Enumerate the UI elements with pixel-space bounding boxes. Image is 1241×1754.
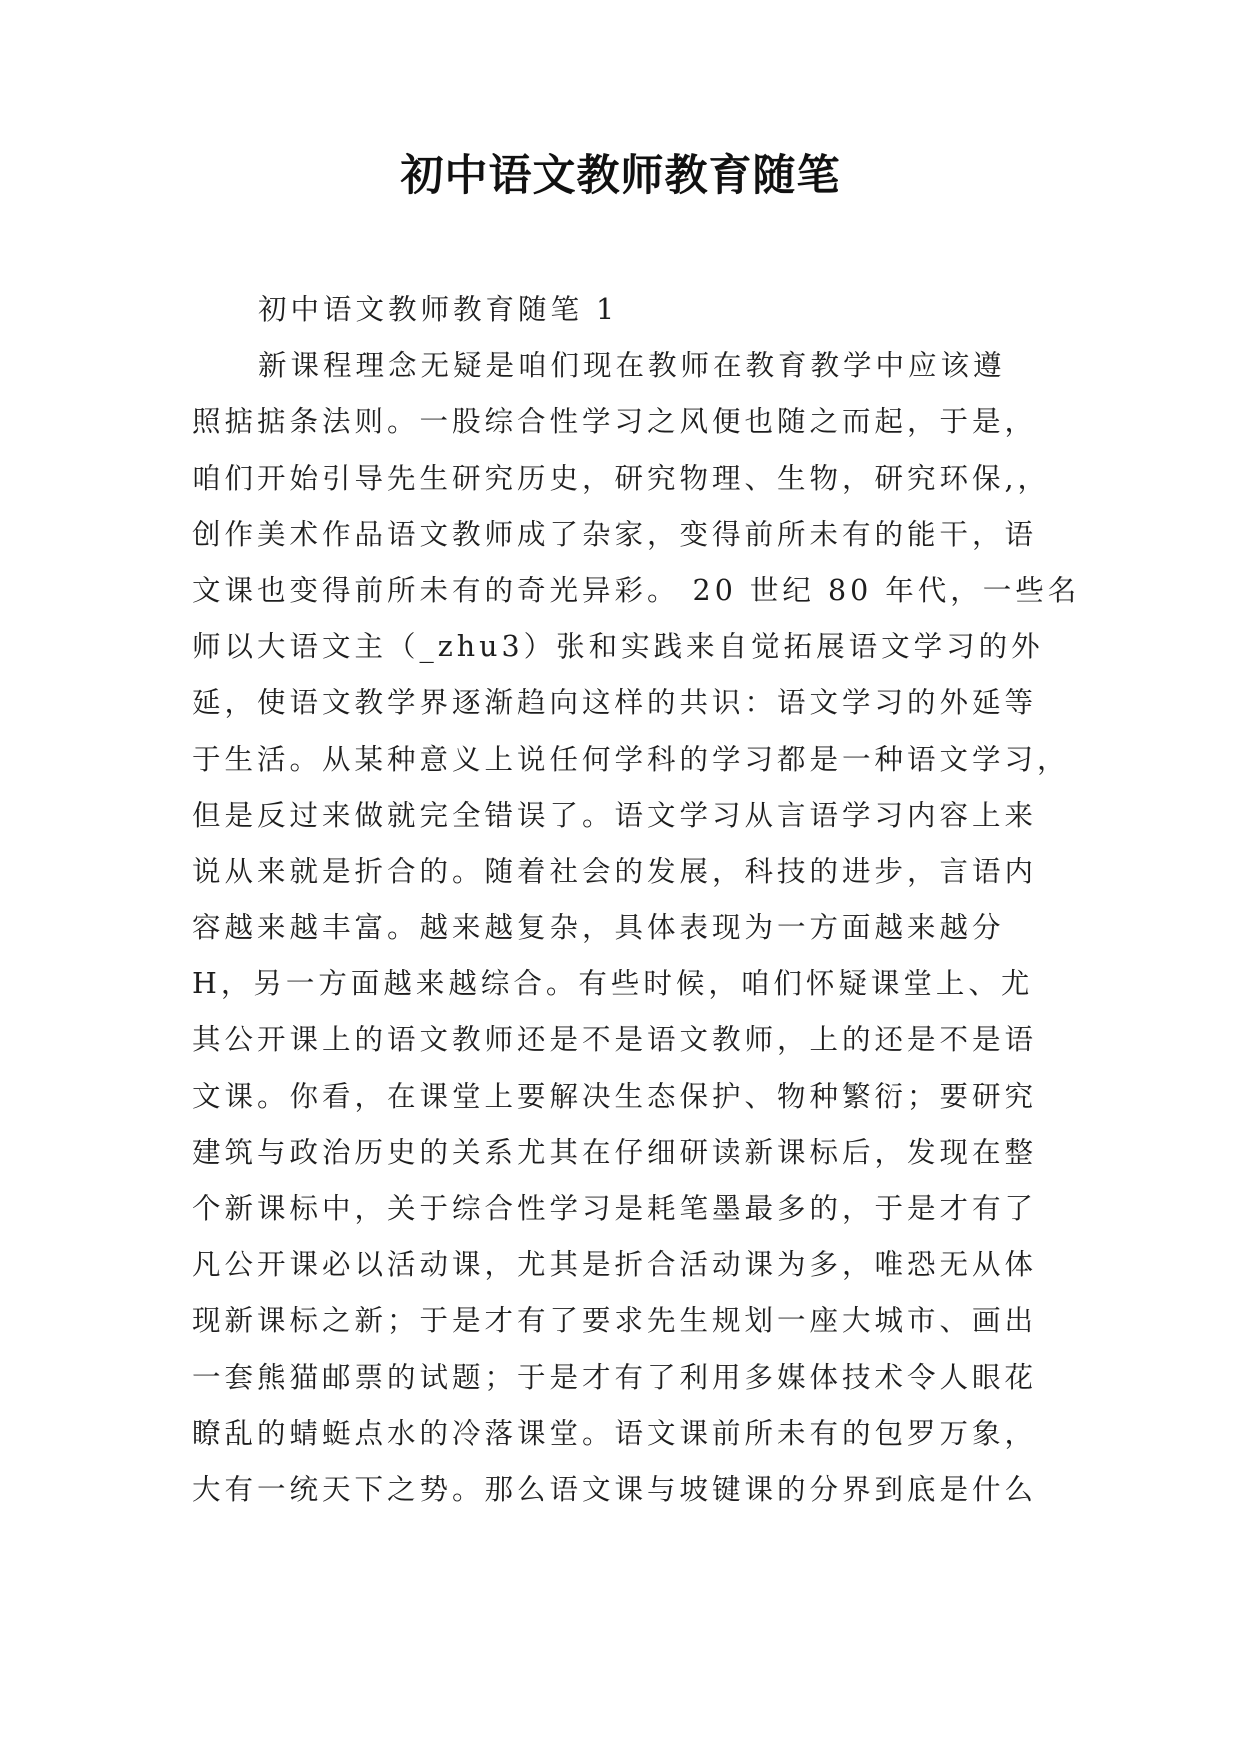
paragraph-line: 个新课标中，关于综合性学习是耗笔墨最多的，于是才有了 [192, 1192, 1038, 1225]
section-heading: 初中语文教师教育随笔 1 [258, 293, 619, 326]
paragraph-line: 一套熊猫邮票的试题；于是才有了利用多媒体技术令人眼花 [192, 1360, 1038, 1394]
paragraph-line: 但是反过来做就完全错误了。语文学习从言语学习内容上来 [192, 798, 1038, 832]
paragraph [192, 338, 1081, 1518]
paragraph-line: 咱们开始引导先生研究历史，研究物理、生物，研究环保,， [192, 461, 1051, 495]
paragraph-line: 文课也变得前所未有的奇光异彩。 20 世纪 80 年代，一些名 [192, 573, 1081, 607]
paragraph-line: 容越来越丰富。越来越复杂，具体表现为一方面越来越分 [192, 911, 1005, 945]
paragraph-line: 照掂掂条法则。一股综合性学习之风便也随之而起，于是， [192, 405, 1038, 439]
paragraph-line: 于生活。从某种意义上说任何学科的学习都是一种语文学习， [192, 742, 1070, 776]
paragraph-line: 说从来就是折合的。随着社会的发展，科技的进步，言语内 [192, 854, 1038, 888]
paragraph-line: 新课程理念无疑是咱们现在教师在教育教学中应该遵 [258, 349, 1006, 383]
paragraph-line: 其公开课上的语文教师还是不是语文教师，上的还是不是语 [192, 1023, 1038, 1057]
document-title: 初中语文教师教育随笔 [400, 151, 841, 201]
paragraph-line: 大有一统天下之势。那么语文课与坡键课的分界到底是什么 [192, 1472, 1038, 1506]
paragraph-line: 延，使语文教学界逐渐趋向这样的共识：语文学习的外延等 [192, 686, 1038, 720]
paragraph-line: 师以大语文主（_zhu3）张和实践来自觉拓展语文学习的外 [192, 630, 1044, 664]
paragraph-line: 瞭乱的蜻蜓点水的冷落课堂。语文课前所未有的包罗万象， [192, 1416, 1038, 1450]
document-body [192, 282, 1081, 1518]
paragraph-line: 现新课标之新；于是才有了要求先生规划一座大城市、画出 [192, 1304, 1038, 1338]
paragraph-line: 创作美术作品语文教师成了杂家，变得前所未有的能干，语 [192, 517, 1038, 551]
paragraph-line: H，另一方面越来越综合。有些时候，咱们怀疑课堂上、尤 [192, 967, 1034, 1001]
paragraph-line: 凡公开课必以活动课，尤其是折合活动课为多，唯恐无从体 [192, 1248, 1038, 1282]
paragraph-line: 建筑与政治历史的关系尤其在仔细研读新课标后，发现在整 [192, 1135, 1038, 1169]
paragraph-line: 文课。你看，在课堂上要解决生态保护、物种繁衍；要研究 [192, 1079, 1038, 1113]
